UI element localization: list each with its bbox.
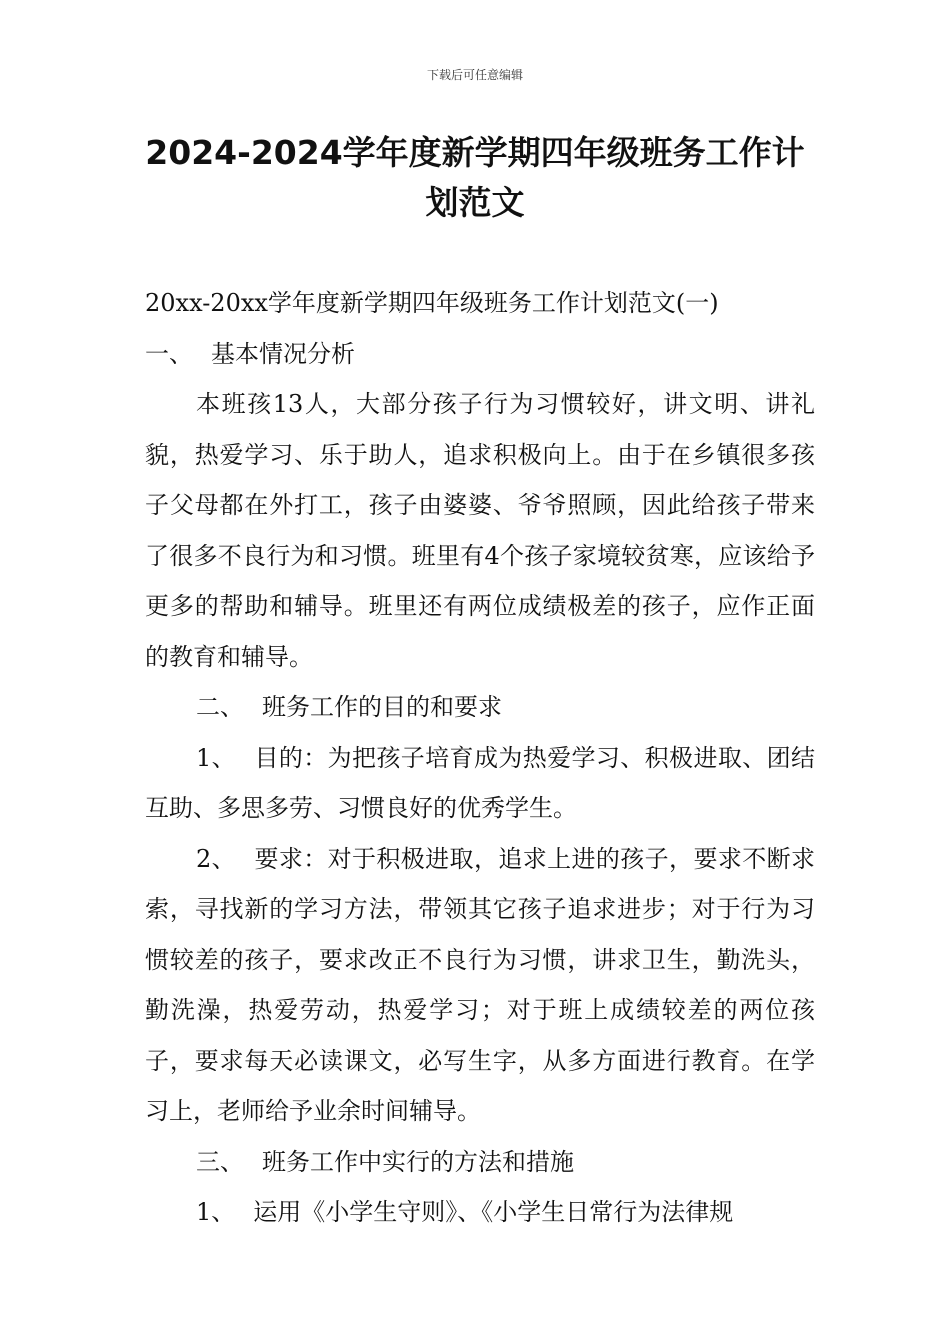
- section-3-title: 班务工作中实行的方法和措施: [262, 1147, 574, 1176]
- section-3-number: 三、: [196, 1147, 244, 1176]
- item-2-text: 要求：对于积极进取，追求上进的孩子，要求不断求索，寻找新的学习方法，带领其它孩子追求进步；对于行为习惯较差的孩子，要求改正不良行为习惯，讲求卫生，勤洗头，勤洗澡，热爱劳动，热爱学习；对于班上成绩较差的两位孩子，要求每天必读课文，必写生字，从多方面进行教育。在学习上，老师给予业余时间辅导。: [145, 844, 816, 1125]
- item-1-paragraph: [145, 733, 815, 834]
- section-2-title: 班务工作的目的和要求: [262, 693, 502, 721]
- section-2-number: 二、: [196, 693, 244, 721]
- document-body: [145, 278, 815, 1238]
- item-1-text: 目的：为把孩子培育成为热爱学习、积极进取、团结互助、多思多劳、习惯良好的优秀学生。: [145, 743, 816, 822]
- section-3-heading: [145, 1137, 815, 1188]
- document-title: [120, 128, 830, 228]
- title-line-1: 2024-2024学年度新学期四年级班务工作计: [145, 133, 805, 172]
- title-line-2: 划范文: [425, 183, 525, 222]
- section-2-heading: [145, 682, 815, 733]
- section-1-paragraph: 本班孩13人，大部分孩子行为习惯较好，讲文明、讲礼貌，热爱学习、乐于助人，追求积极向上。由于在乡镇很多孩子父母都在外打工，孩子由婆婆、爷爷照顾，因此给孩子带来了很多不良行为和习惯。班里有4个孩子家境较贫寒，应该给予更多的帮助和辅导。班里还有两位成绩极差的孩子，应作正面的教育和辅导。: [145, 390, 815, 671]
- item-2-number: 2、: [196, 844, 237, 873]
- item-2-paragraph: [145, 834, 815, 1137]
- section-1-number: 一、: [145, 339, 193, 368]
- header-note: 下载后可任意编辑: [426, 68, 523, 82]
- item-1-number: 1、: [196, 743, 237, 772]
- item-3-number: 1、: [196, 1198, 236, 1226]
- item-3-text: 运用《小学生守则》、《小学生日常行为法律规: [253, 1198, 734, 1226]
- item-3-paragraph: [145, 1187, 815, 1238]
- section-1-title: 基本情况分析: [211, 339, 355, 368]
- section-1-heading: [145, 329, 815, 380]
- subtitle: 20xx-20xx学年度新学期四年级班务工作计划范文(一): [145, 289, 719, 317]
